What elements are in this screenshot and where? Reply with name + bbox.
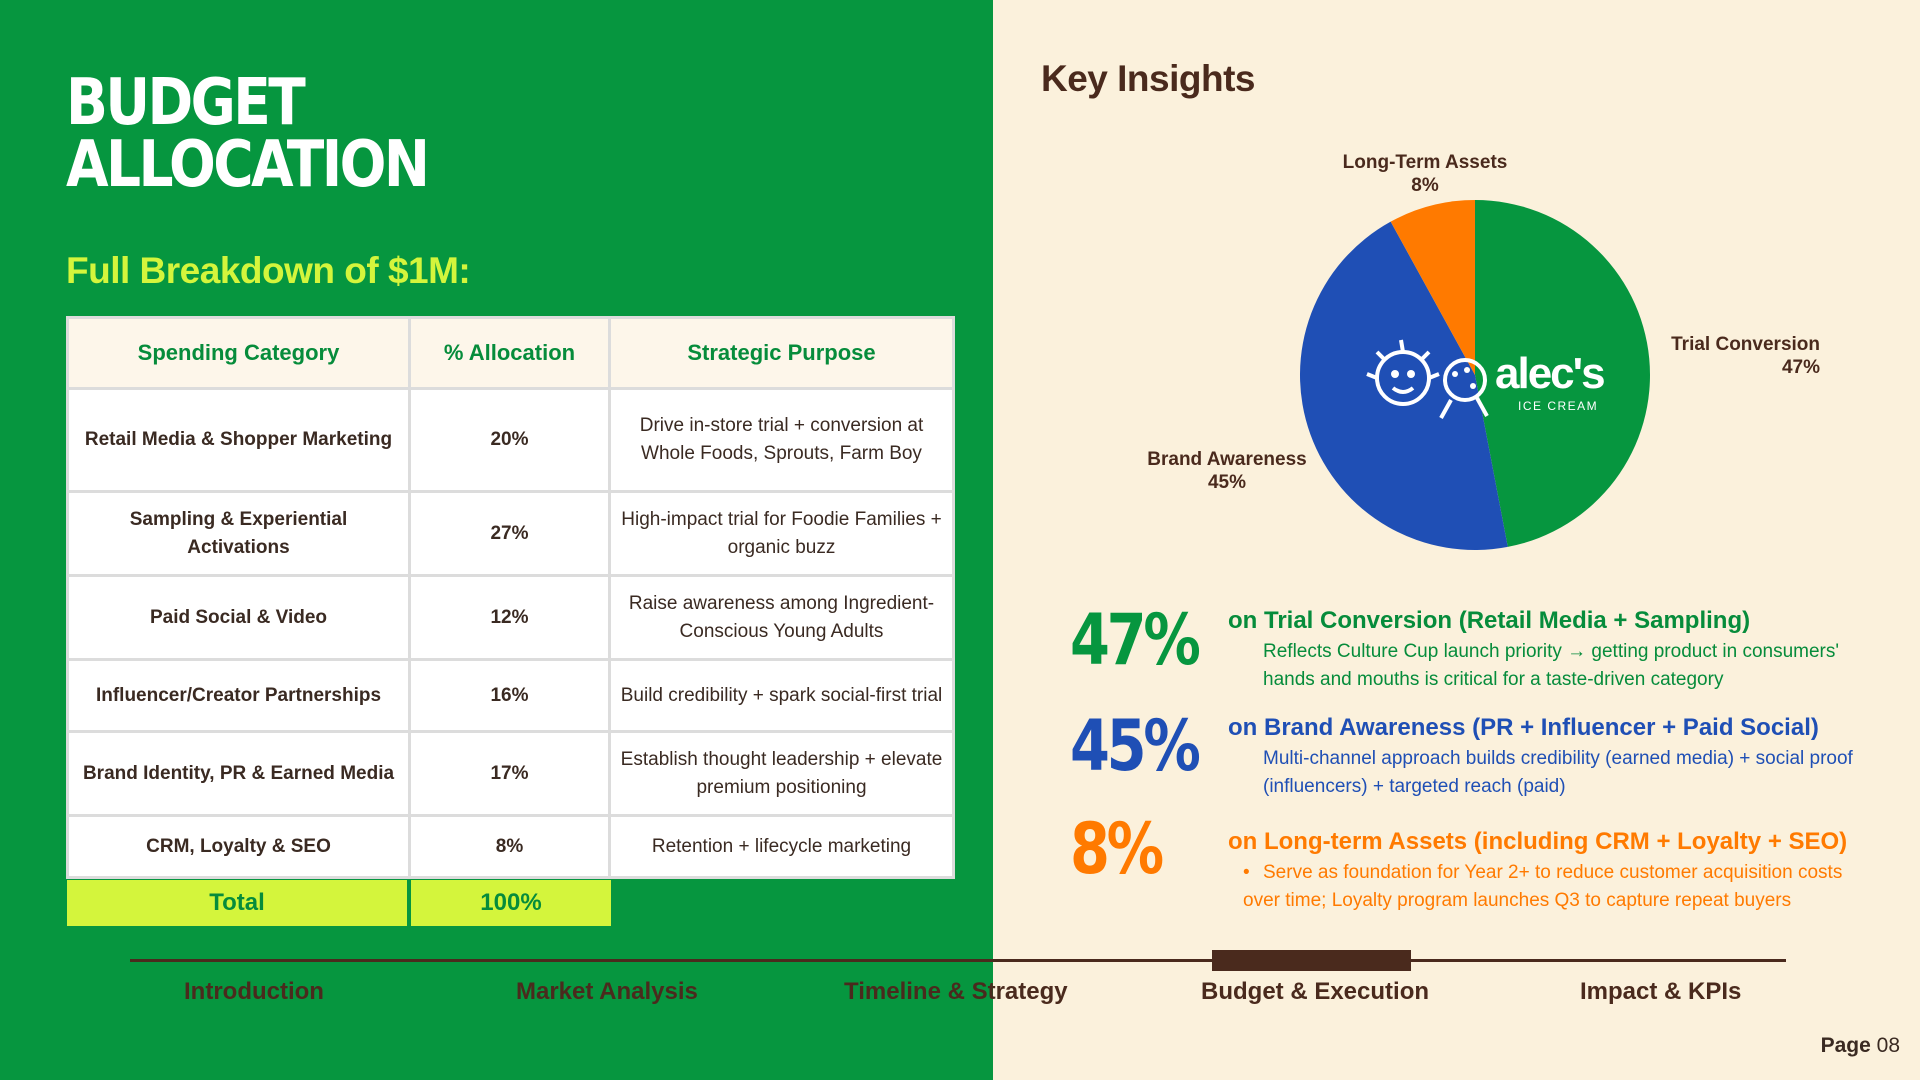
bullet-icon: • (1243, 862, 1250, 883)
total-label: Total (67, 880, 407, 926)
nav-item-budget-execution[interactable]: Budget & Execution (1201, 978, 1430, 1005)
insight-heading-brand: on Brand Awareness (PR + Influencer + Paid Social) (1228, 714, 1819, 741)
category-cell: Sampling & Experiential Activations (68, 492, 410, 576)
table-header-row (68, 318, 954, 389)
page-title-line-1: BUDGET (66, 66, 304, 140)
logo-subtitle: ICE CREAM (1518, 399, 1599, 413)
key-insights-title: Key Insights (1041, 58, 1255, 99)
table-row (68, 816, 954, 878)
page-number-value: 08 (1876, 1034, 1900, 1057)
purpose-cell: Establish thought leadership + elevate premium positioning (610, 732, 954, 816)
category-cell: CRM, Loyalty & SEO (68, 816, 410, 878)
allocation-cell: 8% (410, 816, 610, 878)
purpose-cell: Drive in-store trial + conversion at Whole Foods, Sprouts, Farm Boy (610, 389, 954, 492)
page-number (1821, 1034, 1900, 1058)
pie-label-long-term-name: Long-Term Assets (1342, 152, 1508, 173)
pie-label-brand-value: 45% (1207, 472, 1247, 493)
page-title-line-2: ALLOCATION (66, 128, 428, 202)
table-row (68, 660, 954, 732)
budget-table (66, 316, 955, 879)
column-header-purpose: Strategic Purpose (610, 318, 954, 389)
insight-body-brand: Multi-channel approach builds credibility (earned media) + social proof (influencers) + targeted reach (paid) (1263, 748, 1853, 797)
total-value: 100% (411, 880, 611, 926)
allocation-cell: 17% (410, 732, 610, 816)
purpose-cell: High-impact trial for Foodie Families + organic buzz (610, 492, 954, 576)
insight-percent-long-term: 8% (1070, 808, 1161, 890)
column-header-category: Spending Category (68, 318, 410, 389)
table-row (68, 576, 954, 660)
category-cell: Retail Media & Shopper Marketing (68, 389, 410, 492)
insight-body-trial: Reflects Culture Cup launch priority → getting product in consumers' hands and mouths is critical for a taste-driven category (1263, 641, 1840, 690)
insight-percent-brand: 45% (1070, 705, 1198, 787)
pie-label-brand-name: Brand Awareness (1147, 449, 1307, 470)
pie-label-long-term-value: 8% (1411, 175, 1439, 196)
purpose-cell: Build credibility + spark social-first trial (610, 660, 954, 732)
nav-active-indicator (1212, 950, 1411, 971)
allocation-cell: 20% (410, 389, 610, 492)
category-cell: Paid Social & Video (68, 576, 410, 660)
page-label: Page (1820, 1034, 1871, 1057)
page-title (66, 66, 428, 202)
nav-item-market-analysis[interactable]: Market Analysis (516, 978, 698, 1005)
allocation-cell: 12% (410, 576, 610, 660)
pie-label-brand (1130, 448, 1324, 494)
insight-percent-trial: 47% (1070, 599, 1198, 681)
logo-wordmark: alec's (1495, 349, 1604, 398)
nav-item-introduction[interactable]: Introduction (184, 978, 324, 1005)
table-row (68, 389, 954, 492)
breakdown-subtitle: Full Breakdown of $1M: (66, 250, 471, 291)
column-header-allocation: % Allocation (410, 318, 610, 389)
insight-body-long-term (1243, 859, 1883, 915)
nav-item-impact-kpis[interactable]: Impact & KPIs (1580, 978, 1742, 1005)
allocation-cell: 27% (410, 492, 610, 576)
table-row (68, 492, 954, 576)
insight-body-long-term-text: Serve as foundation for Year 2+ to reduce customer acquisition costs over time; Loyalty program launches Q3 to capture repeat buyers (1243, 862, 1843, 911)
table-row (68, 732, 954, 816)
nav-item-timeline-strategy[interactable]: Timeline & Strategy (844, 978, 1068, 1005)
pie-label-trial-value: 47% (1781, 357, 1820, 378)
alecs-ice-cream-logo (1355, 330, 1605, 430)
purpose-cell: Raise awareness among Ingredient-Conscious Young Adults (610, 576, 954, 660)
allocation-cell: 16% (410, 660, 610, 732)
insight-heading-long-term: on Long-term Assets (including CRM + Loyalty + SEO) (1228, 828, 1848, 855)
purpose-cell: Retention + lifecycle marketing (610, 816, 954, 878)
pie-label-trial-name: Trial Conversion (1671, 334, 1820, 355)
insight-heading-trial: on Trial Conversion (Retail Media + Sampling) (1228, 607, 1751, 634)
category-cell: Brand Identity, PR & Earned Media (68, 732, 410, 816)
category-cell: Influencer/Creator Partnerships (68, 660, 410, 732)
pie-label-trial (1650, 333, 1820, 379)
pie-label-long-term (1330, 151, 1520, 197)
nav-progress-line (130, 959, 1786, 962)
